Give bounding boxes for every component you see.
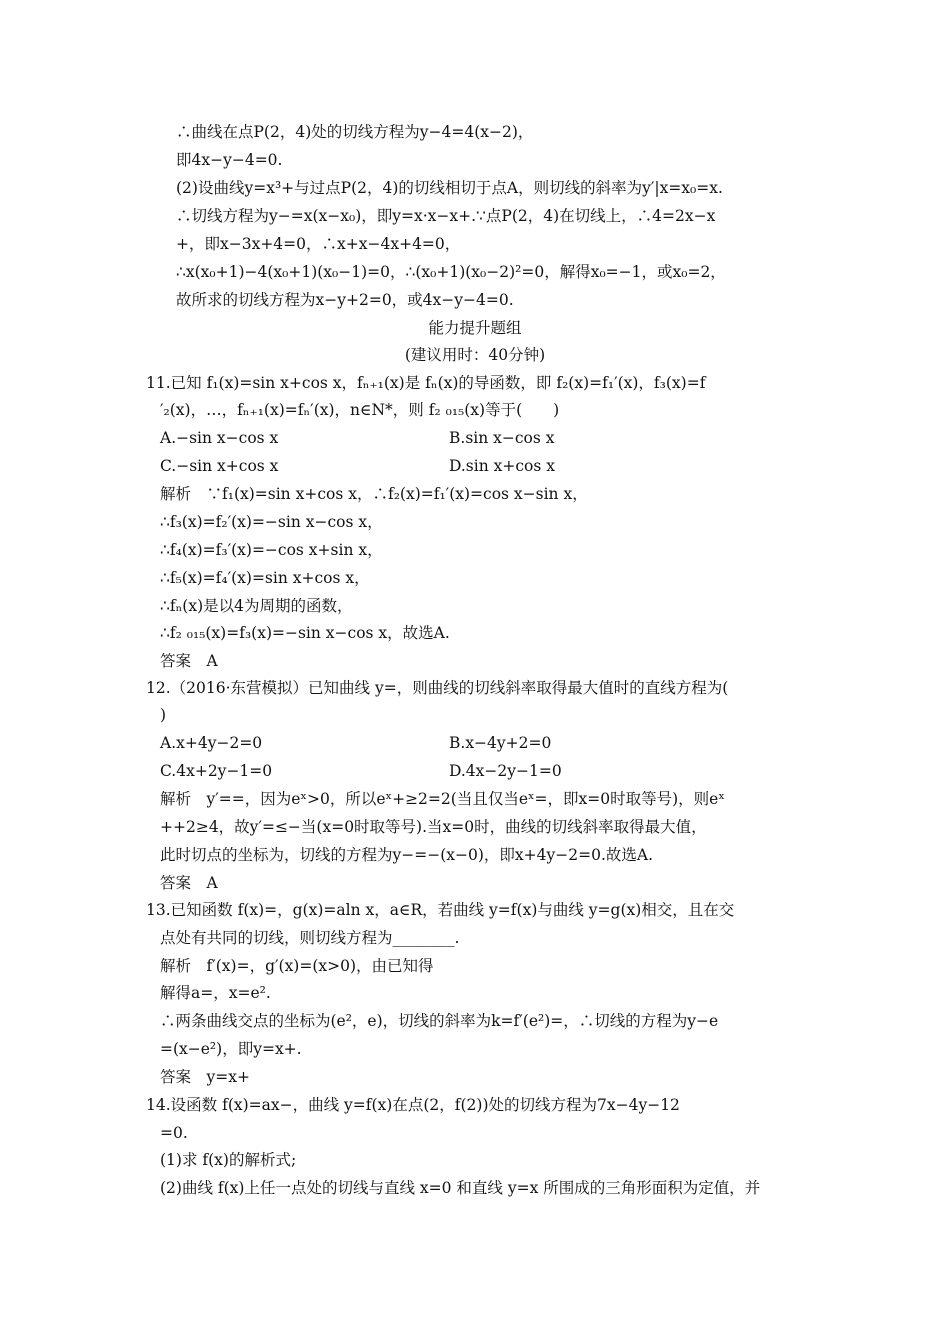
- analysis-line: ∴f₄(x)=f₃′(x)=−cos x+sin x，: [160, 541, 383, 559]
- analysis-line: ∴f₃(x)=f₂′(x)=−sin x−cos x，: [160, 513, 383, 531]
- question-part: (1)求 f(x)的解析式;: [160, 1151, 297, 1169]
- question-part: (2)曲线 f(x)上任一点处的切线与直线 x=0 和直线 y=x 所围成的三角形面积为定值，并: [160, 1179, 761, 1197]
- analysis-line: ∴f₂ ₀₁₅(x)=f₃(x)=−sin x−cos x，故选A.: [160, 624, 450, 642]
- answer-line: 答案 A: [160, 874, 218, 892]
- option-d: D.sin x+cos x: [449, 457, 555, 475]
- analysis-line: 此时切点的坐标为，切线的方程为y−=−(x−0)，即x+4y−2=0.故选A.: [160, 846, 653, 864]
- solution-line: 即4x−y−4=0.: [176, 151, 283, 169]
- option-c: C.−sin x+cos x: [160, 457, 279, 475]
- option-b: B.x−4y+2=0: [449, 734, 552, 752]
- option-a: A.x+4y−2=0: [160, 734, 263, 752]
- question-11-stem: ′₂(x)，…，fₙ₊₁(x)=fₙ′(x)，n∈N*，则 f₂ ₀₁₅(x)等于( ): [160, 401, 560, 419]
- answer-line: 答案 A: [160, 652, 218, 670]
- question-13-stem: 13.已知函数 f(x)=，g(x)=aln x，a∈R，若曲线 y=f(x)与曲线 y=g(x)相交，且在交: [146, 901, 735, 919]
- analysis-line: ++2≥4，故y′=≤−当(x=0时取等号).当x=0时，曲线的切线斜率取得最大值，: [160, 818, 707, 836]
- analysis-line: 解析 f′(x)=，g′(x)=(x>0)，由已知得: [160, 957, 434, 975]
- option-d: D.4x−2y−1=0: [449, 762, 562, 780]
- section-subtitle: (建议用时：40分钟): [404, 346, 546, 364]
- analysis-line: ∴fₙ(x)是以4为周期的函数，: [160, 597, 353, 615]
- solution-line: +，即x−3x+4=0，∴x+x−4x+4=0，: [176, 235, 461, 253]
- analysis-line: =(x−e²)，即y=x+.: [160, 1040, 302, 1058]
- question-12-stem: ): [160, 706, 167, 724]
- analysis-line: 解析 y′==，因为eˣ>0，所以eˣ+≥2=2(当且仅当eˣ=，即x=0时取等号)，则eˣ: [160, 790, 725, 808]
- analysis-line: 解析 ∵f₁(x)=sin x+cos x，∴f₂(x)=f₁′(x)=cos x−sin x，: [160, 485, 588, 503]
- analysis-line: ∴f₅(x)=f₄′(x)=sin x+cos x，: [160, 569, 370, 587]
- solution-line: ∴x(x₀+1)−4(x₀+1)(x₀−1)=0，∴(x₀+1)(x₀−2)²=0，解得x₀=−1，或x₀=2，: [176, 263, 726, 281]
- solution-line: (2)设曲线y=x³+与过点P(2，4)的切线相切于点A，则切线的斜率为y′|x=x₀=x.: [176, 179, 723, 197]
- question-11-stem: 11.已知 f₁(x)=sin x+cos x，fₙ₊₁(x)是 fₙ(x)的导函数，即 f₂(x)=f₁′(x)，f₃(x)=f: [146, 374, 706, 392]
- solution-line: ∴曲线在点P(2，4)处的切线方程为y−4=4(x−2)，: [176, 123, 534, 141]
- answer-line: 答案 y=x+: [160, 1068, 250, 1086]
- section-title: 能力提升题组: [428, 319, 522, 337]
- option-a: A.−sin x−cos x: [160, 429, 279, 447]
- analysis-line: 解得a=，x=e².: [160, 984, 271, 1002]
- question-13-stem: 点处有共同的切线，则切线方程为________.: [160, 929, 460, 947]
- option-c: C.4x+2y−1=0: [160, 762, 273, 780]
- option-b: B.sin x−cos x: [449, 429, 555, 447]
- question-14-stem: =0.: [160, 1124, 188, 1142]
- question-14-stem: 14.设函数 f(x)=ax−，曲线 y=f(x)在点(2，f(2))处的切线方程为7x−4y−12: [146, 1096, 680, 1114]
- solution-line: 故所求的切线方程为x−y+2=0，或4x−y−4=0.: [176, 291, 514, 309]
- solution-line: ∴切线方程为y−=x(x−x₀)，即y=x·x−x+.∵点P(2，4)在切线上，∴4=2x−x: [176, 207, 716, 225]
- analysis-line: ∴两条曲线交点的坐标为(e²，e)，切线的斜率为k=f′(e²)=，∴切线的方程为y−e: [160, 1012, 719, 1030]
- question-12-stem: 12.（2016·东营模拟）已知曲线 y=，则曲线的切线斜率取得最大值时的直线方程为(: [146, 679, 729, 697]
